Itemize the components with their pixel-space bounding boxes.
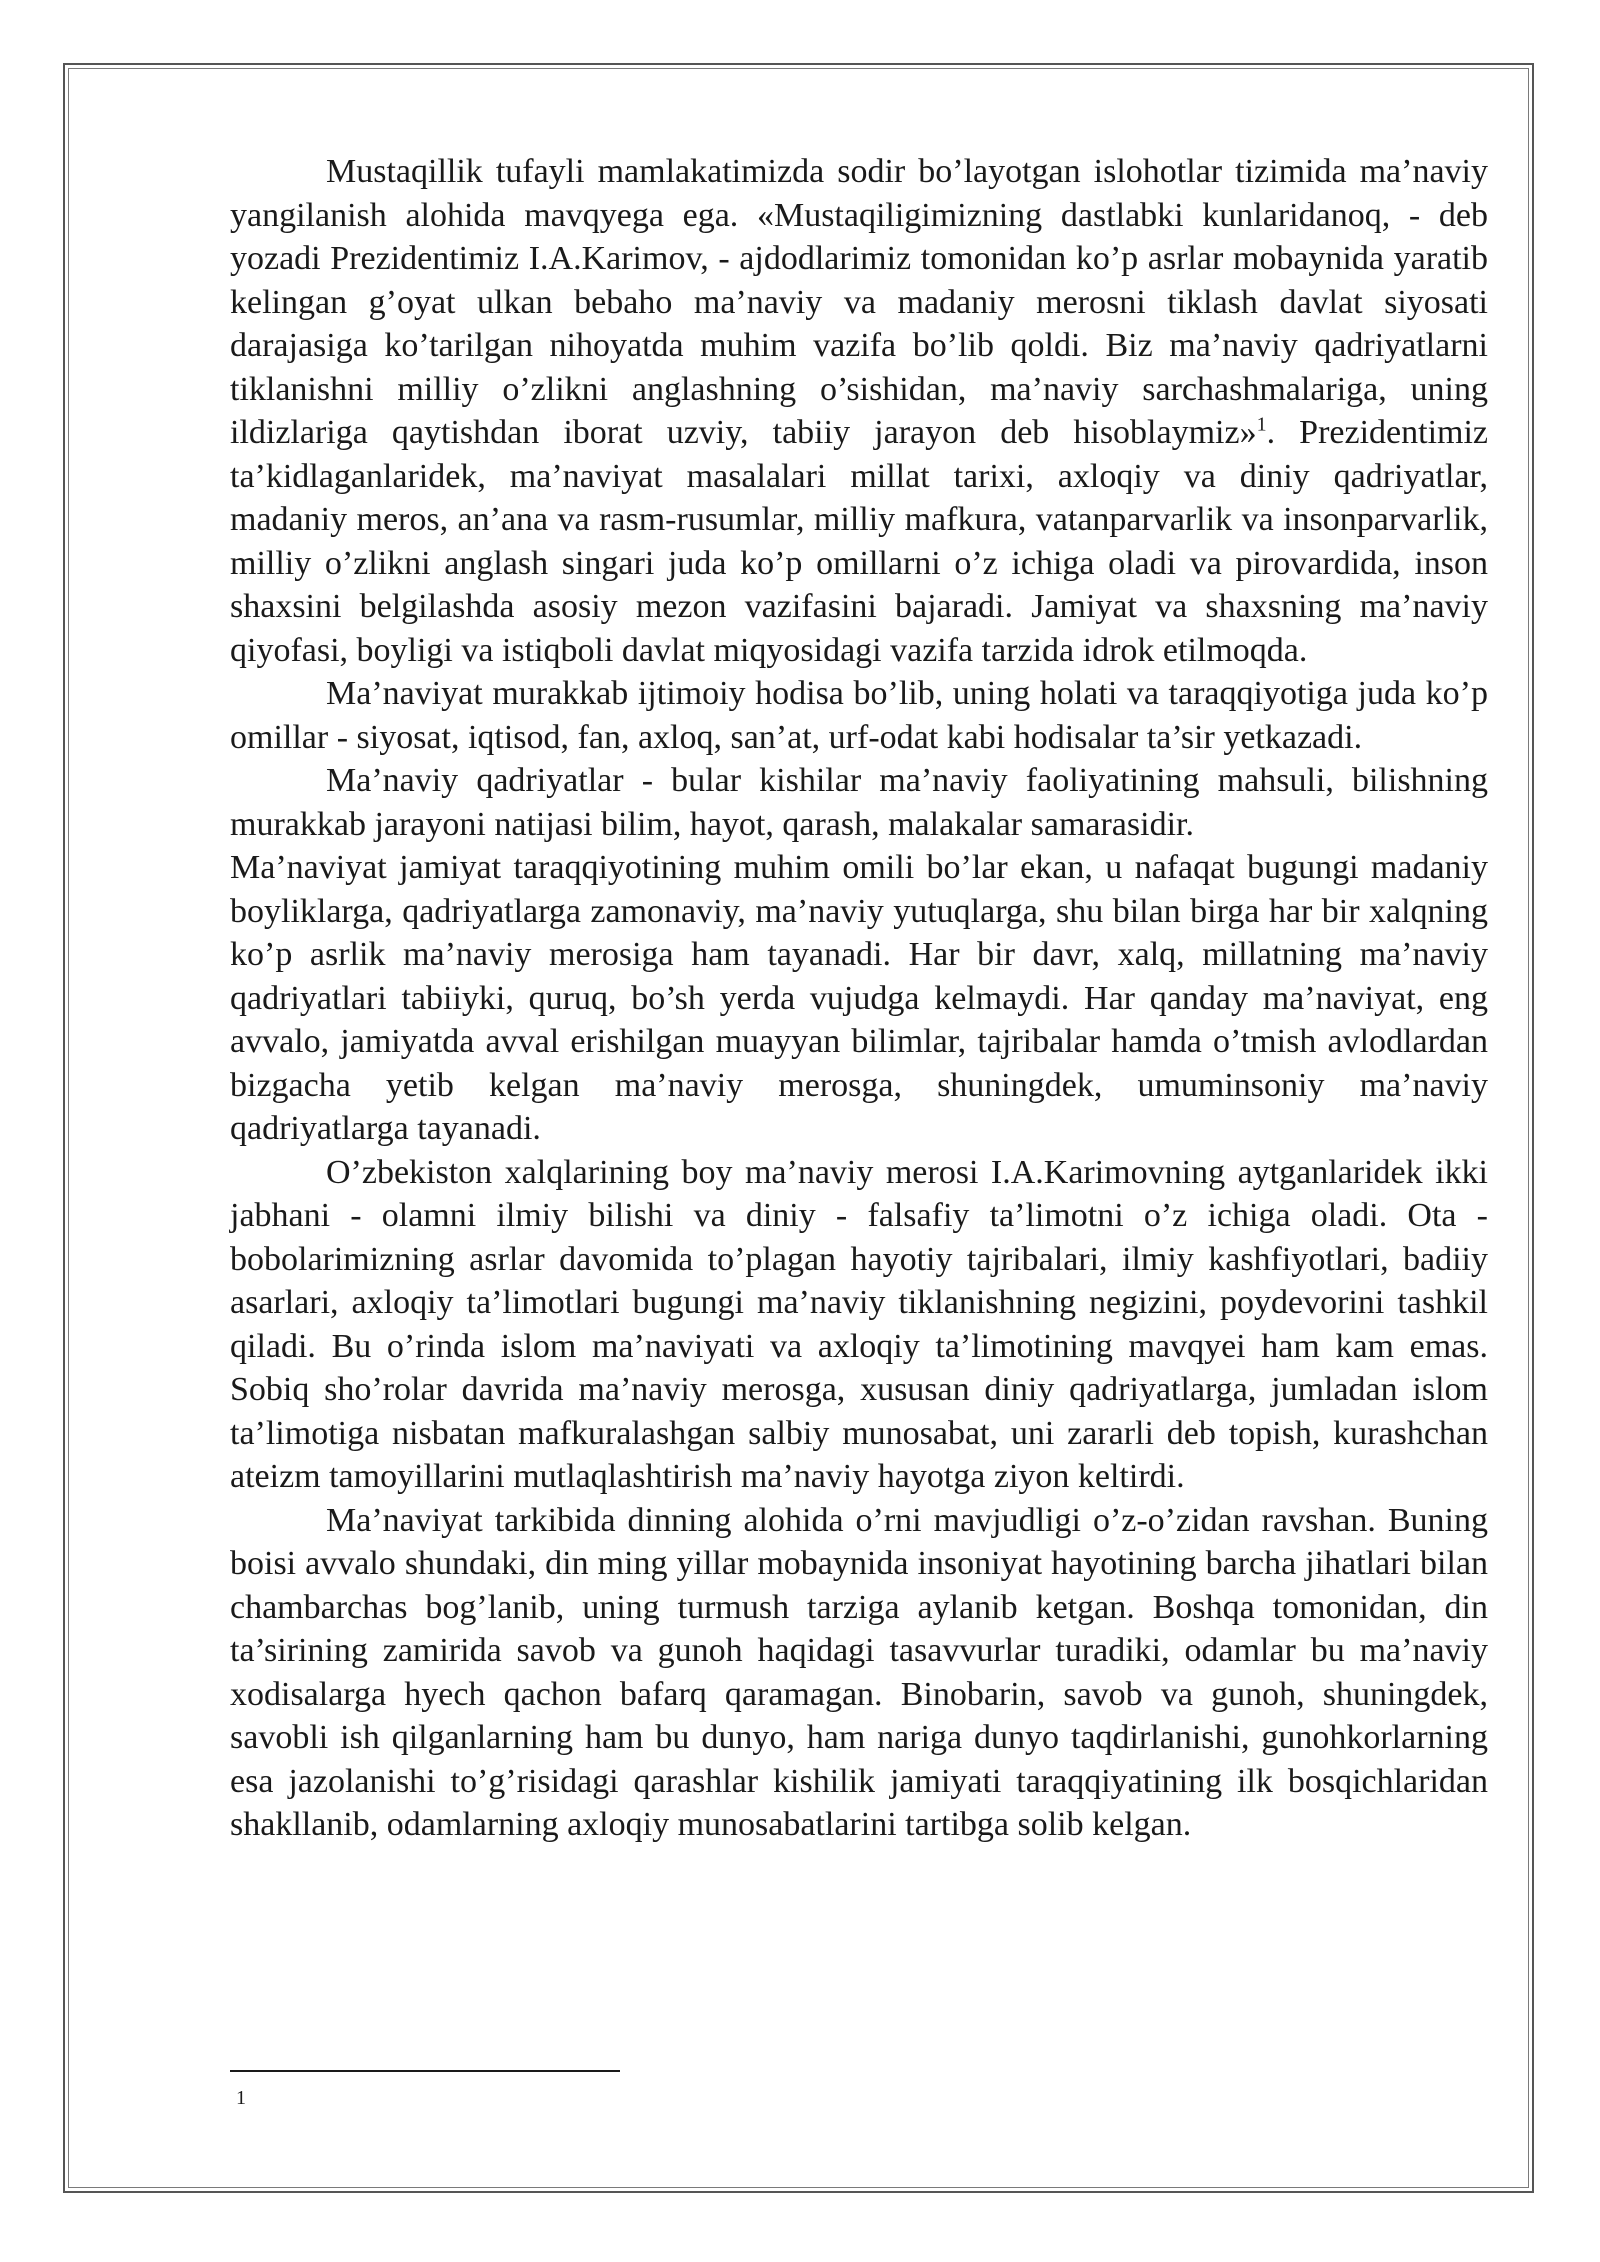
footnote-number: 1 <box>236 2087 246 2109</box>
paragraph-6: Ma’naviyat tarkibida dinning alohida o’rni mavjudligi o’z-o’zidan ravshan. Buning boisi avvalo shundaki, din ming yillar mobaynida insoniyat hayotining barcha jihatlari bilan chambarchas bog’lanib, uning turmush tarziga aylanib ketgan. Boshqa tomonidan, din ta’sirining zamirida savob va gunoh haqidagi tasavvurlar turadiki, odamlar bu ma’naviy xodisalarga hyech qachon bafarq qaramagan. Binobarin, savob va gunoh, shuningdek, savobli ish qilganlarning ham bu dunyo, ham nariga dunyo taqdirlanishi, gunohkorlarning esa jazolanishi to’g’risidagi qarashlar kishilik jamiyati taraqqiyatining ilk bosqichlaridan shakllanib, odamlarning axloqiy munosabatlarini tartibga solib kelgan. <box>230 1501 1488 1843</box>
paragraph-2: Ma’naviyat murakkab ijtimoiy hodisa bo’lib, uning holati va taraqqiyotiga juda ko’p omillar - siyosat, iqtisod, fan, axloq, san’at, urf-odat kabi hodisalar ta’sir yetkazadi. <box>230 675 1488 756</box>
footnote-separator <box>230 2070 620 2072</box>
paragraph-3: Ma’naviy qadriyatlar - bular kishilar ma’naviy faoliyatining mahsuli, bilishning murakkab jarayoni natijasi bilim, hayot, qarash, malakalar samarasidir. <box>230 762 1488 843</box>
document-body <box>230 150 1488 1847</box>
paragraph-1-text-a: Mustaqillik tufayli mamlakatimizda sodir bo’layotgan islohotlar tizimida ma’naviy yangilanish alohida mavqyega ega. «Mustaqiligimizning dastlabki kunlaridanoq, - deb yozadi Prezidentimiz I.A.Karimov, - ajdodlarimiz tomonidan ko’p asrlar mobaynida yaratib kelingan g’oyat ulkan bebaho ma’naviy va madaniy merosni tiklash davlat siyosati darajasiga ko’tarilgan nihoyatda muhim vazifa bo’lib qoldi. Biz ma’naviy qadriyatlarni tiklanishni milliy o’zlikni anglashning o’sishidan, ma’naviy sarchashmalariga, uning ildizlariga qaytishdan iborat uzviy, tabiiy jarayon deb hisoblaymiz» <box>230 153 1488 451</box>
footnote-reference[interactable]: 1 <box>1256 413 1267 436</box>
paragraph-1 <box>230 150 1488 672</box>
paragraph-1-text-b: . Prezidentimiz ta’kidlaganlaridek, ma’naviyat masalalari millat tarixi, axloqiy va diniy qadriyatlar, madaniy meros, an’ana va rasm-rusumlar, milliy mafkura, vatanparvarlik va insonparvarlik, milliy o’zlikni anglash singari juda ko’p omillarni o’z ichiga oladi va pirovardida, inson shaxsini belgilashda asosiy mezon vazifasini bajaradi. Jamiyat va shaxsning ma’naviy qiyofasi, boyligi va istiqboli davlat miqyosidagi vazifa tarzida idrok etilmoqda. <box>230 414 1488 669</box>
paragraph-5: O’zbekiston xalqlarining boy ma’naviy merosi I.A.Karimovning aytganlaridek ikki jabhani - olamni ilmiy bilishi va diniy - falsafiy ta’limotni o’z ichiga oladi. Ota - bobolarimizning asrlar davomida to’plagan hayotiy tajribalari, ilmiy kashfiyotlari, badiiy asarlari, axloqiy ta’limotlari bugungi ma’naviy tiklanishning negizini, poydevorini tashkil qiladi. Bu o’rinda islom ma’naviyati va axloqiy ta’limotining mavqyei ham kam emas. Sobiq sho’rolar davrida ma’naviy merosga, xususan diniy qadriyatlarga, jumladan islom ta’limotiga nisbatan mafkuralashgan salbiy munosabat, uni zararli deb topish, kurashchan ateizm tamoyillarini mutlaqlashtirish ma’naviy hayotga ziyon keltirdi. <box>230 1153 1488 1495</box>
paragraph-4: Ma’naviyat jamiyat taraqqiyotining muhim omili bo’lar ekan, u nafaqat bugungi madaniy boyliklarga, qadriyatlarga zamonaviy, ma’naviy yutuqlarga, shu bilan birga har bir xalqning ko’p asrlik ma’naviy merosiga ham tayanadi. Har bir davr, xalq, millatning ma’naviy qadriyatlari tabiiyki, quruq, bo’sh yerda vujudga kelmaydi. Har qanday ma’naviyat, eng avvalo, jamiyatda avval erishilgan muayyan bilimlar, tajribalar hamda o’tmish avlodlardan bizgacha yetib kelgan ma’naviy merosga, shuningdek, umuminsoniy ma’naviy qadriyatlarga tayanadi. <box>230 849 1488 1147</box>
